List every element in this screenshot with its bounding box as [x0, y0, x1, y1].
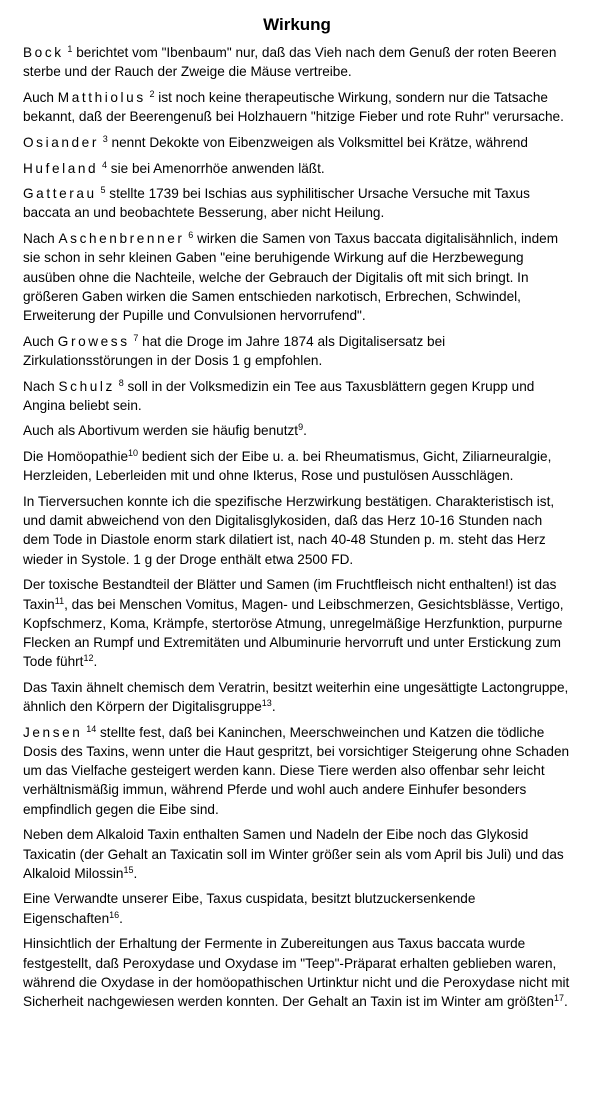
- author-name: Matthiolus: [57, 89, 146, 105]
- paragraph-homoeopathie: [23, 447, 571, 485]
- paragraph-prefix: Nach: [23, 231, 59, 247]
- paragraph-text: nennt Dekokte von Eibenzweigen als Volksmittel bei Krätze, während: [107, 134, 528, 150]
- footnote-ref: 6: [188, 230, 194, 241]
- footnote-ref: 17: [553, 992, 564, 1003]
- paragraph-text: sie bei Amenorrhöe anwenden läßt.: [107, 160, 325, 176]
- paragraph-text: Eine Verwandte unserer Eibe, Taxus cuspidata, besitzt blutzuckersenkende Eigenschaften: [23, 891, 476, 926]
- paragraph-text-end: .: [271, 699, 276, 715]
- footnote-ref: 4: [102, 159, 108, 170]
- paragraph-text: Hinsichtlich der Erhaltung der Fermente in Zubereitungen aus Taxus baccata wurde festgestellt, daß Peroxydase und Oxydase im "Teep"-Präparat erhalten geblieben waren, während die Oxydase in der homöopathischen Urtinktur nicht und die Peroxydase nicht mit Sicherheit nachgewiesen werden konnten. Der Gehalt an Taxin ist im Winter am größten: [23, 936, 570, 1009]
- paragraph-tierversuche: [23, 492, 571, 569]
- paragraph-osiander: [23, 133, 571, 152]
- paragraph-taxin-chemie: [23, 678, 571, 716]
- paragraph-growess: [23, 332, 571, 370]
- paragraph-abortivum: [23, 421, 571, 440]
- paragraph-cuspidata: [23, 889, 571, 927]
- paragraph-text: hat die Droge im Jahre 1874 als Digitalisersatz bei Zirkulationsstörungen in der Dosis 1 g empfohlen.: [23, 333, 446, 368]
- footnote-ref: 14: [86, 723, 97, 734]
- paragraph-gatterau: [23, 184, 571, 222]
- paragraph-matthiolus: [23, 88, 571, 126]
- paragraph-text-end: bedient sich der Eibe u. a. bei Rheumatismus, Gicht, Ziliarneuralgie, Herzleiden, Leberleiden mit und ohne Ikterus, Rose und pustulösen Ausschlägen.: [23, 449, 552, 484]
- footnote-ref: 16: [109, 909, 120, 920]
- paragraph-text: Das Taxin ähnelt chemisch dem Veratrin, besitzt weiterhin eine ungesättigte Lactongruppe, ähnlich den Körpern der Digitalisgruppe: [23, 679, 569, 715]
- paragraph-text: stellte 1739 bei Ischias aus syphilitischer Ursache Versuche mit Taxus baccata an und beobachtete Besserung, aber nicht Heilung.: [23, 186, 530, 221]
- paragraph-fermente: [23, 934, 571, 1011]
- paragraph-text: In Tierversuchen konnte ich die spezifische Herzwirkung bestätigen. Charakteristisch ist, und damit abweichend von den Digitalisglykosiden, daß das Herz 10-16 Stunden nach dem Tode in Diastole enorm stark dilatiert ist, nach 40-48 Stunden p. m. steht das Herz wieder in Systole. 1 g der Droge enthält etwa 2500 FD.: [23, 494, 555, 567]
- paragraph-text: Der toxische Bestandteil der Blätter und Samen (im Fruchtfleisch nicht enthalten!) ist das Taxin: [23, 577, 557, 612]
- footnote-ref: 1: [67, 44, 73, 54]
- paragraph-prefix: Auch: [23, 333, 58, 349]
- paragraph-schulz: [23, 377, 571, 415]
- paragraph-text: wirken die Samen von Taxus baccata digitalisähnlich, indem sie schon in sehr kleinen Gaben "eine beruhigende Wirkung auf die Herzbewegung ausüben ohne die Nachteile, welche der Gebrauch der Digitalis oft mit sich bringt. In größeren Gaben wirken die Samen entschieden narkotisch, Erbrechen, Schwindel, Erweiterung der Pupille und Convulsionen hervorrufend".: [23, 231, 559, 323]
- paragraph-aschenbrenner: [23, 229, 571, 325]
- footnote-ref: 9: [298, 422, 304, 433]
- paragraph-text: stellte fest, daß bei Kaninchen, Meerschweinchen und Katzen die tödliche Dosis des Taxins, wenn unter die Haut gespritzt, bei vorsichtiger Steigerung ohne Schaden um das Vielfache gesteigert werden kann. Diese Tiere werden also offenbar sehr leicht verhältnismäßig immun, während Pferde und wohl auch andere Einhufer besonders empfindlich gegen die Eibe sind.: [23, 724, 570, 817]
- footnote-ref: 8: [118, 377, 124, 388]
- author-name: Gatterau: [23, 186, 97, 202]
- footnote-ref: 3: [102, 133, 108, 144]
- paragraph-text-end: .: [133, 865, 138, 881]
- footnote-ref: 7: [133, 332, 139, 343]
- page-title: Wirkung: [263, 15, 331, 34]
- paragraph-jensen: [23, 723, 571, 819]
- footnote-ref: 13: [261, 698, 272, 709]
- footnote-ref: 12: [83, 653, 94, 664]
- author-name: Schulz: [58, 378, 115, 394]
- paragraph-text-end: .: [303, 423, 307, 439]
- footnote-ref: 15: [123, 864, 134, 875]
- author-name: Osiander: [23, 134, 99, 150]
- paragraph-alkaloid: [23, 825, 571, 883]
- paragraph-text-end: .: [93, 654, 98, 670]
- paragraph-prefix: Nach: [23, 378, 59, 394]
- footnote-ref: 11: [54, 595, 65, 606]
- paragraph-text-mid: , das bei Menschen Vomitus, Magen- und Leibschmerzen, Gesichtsblässe, Vertigo, Kopfschmerz, Koma, Krämpfe, stertoröse Atmung, unregelmäßige Herzfunktion, purpurne Flecken an Rumpf und Extremitäten und Albuminurie hervorruft und unter Erstickung zum Tode führt: [23, 596, 564, 670]
- footnote-ref: 5: [100, 185, 106, 196]
- paragraph-taxin-toxisch: [23, 575, 571, 671]
- paragraph-text-end: .: [119, 910, 123, 926]
- paragraph-text: ist noch keine therapeutische Wirkung, sondern nur die Tatsache bekannt, daß der Beerengenuß bei Holzhauern "hitzige Fieber und rote Ruhr" verursache.: [23, 89, 564, 125]
- paragraph-text-end: .: [563, 993, 568, 1009]
- paragraph-hufeland: [23, 159, 571, 178]
- author-name: Aschenbrenner: [58, 231, 185, 247]
- paragraph-text: berichtet vom "Ibenbaum" nur, daß das Vieh nach dem Genuß der roten Beeren sterbe und der Rauch der Zweige die Mäuse vertreibe.: [23, 45, 557, 80]
- footnote-ref: 2: [149, 88, 155, 99]
- paragraph-bock: [23, 43, 571, 81]
- paragraph-text: Neben dem Alkaloid Taxin enthalten Samen und Nadeln der Eibe noch das Glykosid Taxicatin (der Gehalt an Taxicatin soll im Winter größer sein als vom April bis Juli) und das Alkaloid Milossin: [23, 827, 564, 881]
- author-name: Hufeland: [23, 160, 99, 176]
- author-name: Bock: [23, 45, 64, 60]
- footnote-ref: 10: [128, 448, 139, 459]
- paragraph-text: Auch als Abortivum werden sie häufig benutzt: [23, 423, 299, 439]
- author-name: Growess: [57, 333, 130, 349]
- paragraph-prefix: Auch: [23, 89, 58, 105]
- paragraph-text: Die Homöopathie: [23, 449, 129, 465]
- author-name: Jensen: [23, 724, 83, 740]
- paragraph-text: soll in der Volksmedizin ein Tee aus Taxusblättern gegen Krupp und Angina beliebt sein.: [23, 378, 535, 413]
